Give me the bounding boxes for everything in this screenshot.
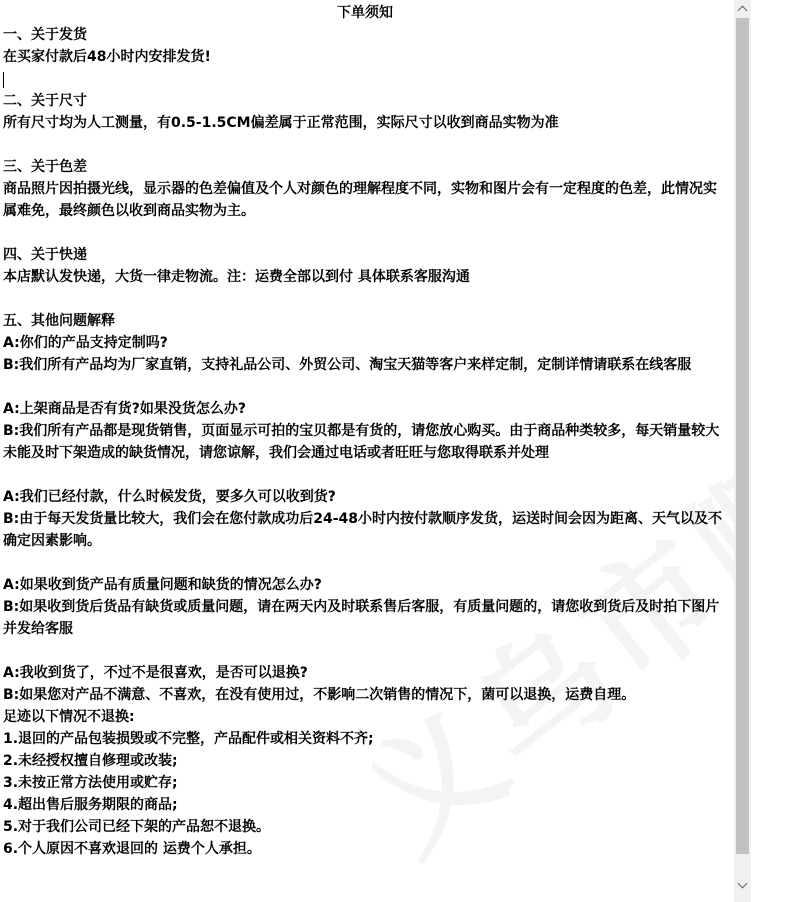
section-text-courier: 本店默认发快递，大货一律走物流。注：运费全部以到付 具体联系客服沟通 — [3, 269, 470, 285]
scroll-up-button[interactable] — [734, 0, 751, 17]
faq-question-4: A:如果收到货产品有质量问题和缺货的情况怎么办? — [3, 577, 322, 593]
chevron-down-icon — [738, 878, 748, 888]
blank-line — [3, 376, 734, 398]
exclusion-item-6: 6.个人原因不喜欢退回的 运费个人承担。 — [3, 841, 261, 857]
chevron-up-icon — [738, 5, 748, 15]
section-heading-shipping: 一、关于发货 — [3, 27, 87, 43]
scroll-down-button[interactable] — [734, 876, 751, 893]
text-cursor — [3, 72, 4, 88]
section-text-shipping: 在买家付款后48小时内安排发货! — [3, 49, 211, 65]
faq-answer-3: B:由于每天发货量比较大，我们会在您付款成功后24-48小时内按付款顺序发货，运送时间会因为距离、天气以及不确定因素影响。 — [3, 511, 723, 549]
faq-answer-4: B:如果收到货后货品有缺货或质量问题，请在两天内及时联系售后客服，有质量问题的，请您收到货后及时拍下图片并发给客服 — [3, 599, 720, 637]
faq-question-5: A:我收到货了，不过不是很喜欢，是否可以退换? — [3, 665, 308, 681]
blank-line — [3, 552, 734, 574]
exclusion-item-1: 1.退回的产品包装损毁或不完整，产品配件或相关资料不齐; — [3, 731, 374, 747]
blank-line — [3, 222, 734, 244]
blank-line — [3, 640, 734, 662]
exclusion-item-2: 2.未经授权擅自修理或改装; — [3, 753, 178, 769]
text-cursor-line — [3, 68, 734, 90]
section-heading-size: 二、关于尺寸 — [3, 93, 87, 109]
faq-answer-1: B:我们所有产品均为厂家直销，支持礼品公司、外贸公司、淘宝天猫等客户来样定制，定制详情请联系在线客服 — [3, 357, 692, 373]
section-text-color: 商品照片因拍摄光线，显示器的色差偏值及个人对颜色的理解程度不同，实物和图片会有一定程度的色差，此情况实属难免，最终颜色以收到商品实物为主。 — [3, 181, 717, 219]
faq-question-1: A:你们的产品支持定制吗? — [3, 335, 168, 351]
exclusion-item-5: 5.对于我们公司已经下架的产品恕不退换。 — [3, 819, 271, 835]
exclusion-item-3: 3.未按正常方法使用或贮存; — [3, 775, 178, 791]
blank-line — [3, 134, 734, 156]
section-text-size: 所有尺寸均为人工测量，有0.5-1.5CM偏差属于正常范围，实际尺寸以收到商品实物为准 — [3, 115, 559, 131]
section-heading-courier: 四、关于快递 — [3, 247, 87, 263]
section-heading-color: 三、关于色差 — [3, 159, 87, 175]
section-heading-faq: 五、其他问题解释 — [3, 313, 115, 329]
scrollbar-thumb[interactable] — [736, 18, 749, 854]
faq-answer-5: B:如果您对产品不满意、不喜欢，在没有使用过，不影响二次销售的情况下，菌可以退换，运费自理。 — [3, 687, 636, 703]
exclusions-intro: 足迹以下情况不退换: — [3, 709, 135, 725]
faq-question-3: A:我们已经付款，什么时候发货，要多久可以收到货? — [3, 489, 336, 505]
document-title: 下单须知 — [337, 5, 393, 21]
faq-question-2: A:上架商品是否有货?如果没货怎么办? — [3, 401, 246, 417]
faq-answer-2: B:我们所有产品都是现货销售，页面显示可拍的宝贝都是有货的，请您放心购买。由于商品种类较多，每天销量较大未能及时下架造成的缺货情况，请您谅解，我们会通过电话或者旺旺与您取得联系并处理 — [3, 423, 720, 461]
blank-line — [3, 288, 734, 310]
exclusion-item-4: 4.超出售后服务期限的商品; — [3, 797, 178, 813]
blank-line — [3, 464, 734, 486]
vertical-scrollbar[interactable] — [734, 0, 751, 902]
